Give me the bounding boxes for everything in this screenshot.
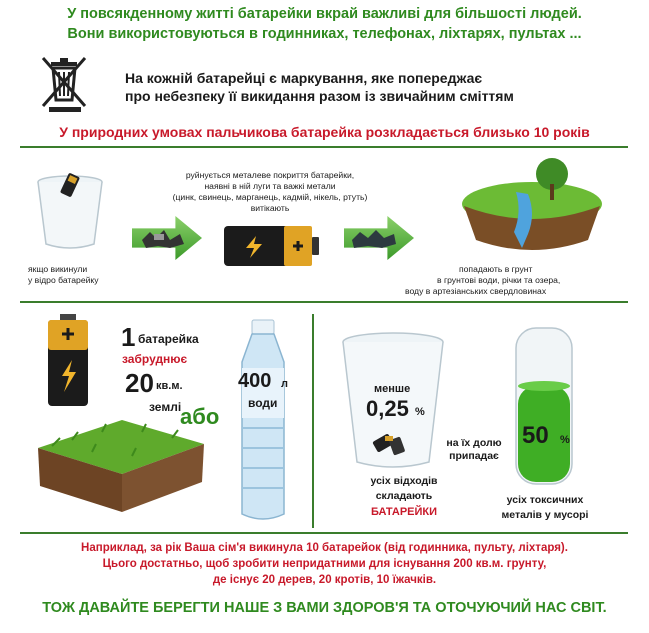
header-line-1: У повсякденному житті батарейки вкрай важливі для більшості людей. <box>67 6 582 22</box>
toxic-sign: % <box>560 434 570 446</box>
divider-bottom <box>20 532 628 534</box>
middle-caption-4: витікають <box>250 203 290 213</box>
footer-slogan: ТОЖ ДАВАЙТЕ БЕРЕГТИ НАШЕ З ВАМИ ЗДОРОВ'Я ТА ОТОЧУЮЧИЙ НАС СВІТ. <box>42 600 607 616</box>
toxic-caption-1: усіх токсичних <box>506 494 584 506</box>
divider-vertical <box>312 314 314 528</box>
share-caption-2: припадає <box>449 450 499 462</box>
battery-tall-icon <box>44 312 92 408</box>
footer-line-2: Цього достатньо, щоб зробити непридатними для існування 200 кв.м. грунту, <box>102 558 547 570</box>
toxic-value: 50 <box>522 422 549 449</box>
pollution-count-label: батарейка <box>138 332 199 346</box>
marking-line-2: про небезпеку її викидання разом із звичайним сміттям <box>125 88 514 104</box>
right-caption-3: воду в артезіанських свердловинах <box>405 286 547 296</box>
pollution-area-value: 20 <box>125 368 154 398</box>
left-caption-1: якщо викинули <box>28 264 88 274</box>
middle-caption-3: (цинк, свинець, марганець, кадмій, нікель, ртуть) <box>172 192 368 202</box>
crossed-bin-icon <box>35 52 95 114</box>
pollution-or: або <box>180 404 220 429</box>
waste-percent: 0,25 <box>366 396 409 421</box>
share-caption-1: на їх долю <box>446 437 502 449</box>
header-line-2: Вони використовуються в годинниках, телефонах, ліхтарях, пультах ... <box>67 26 582 42</box>
battery-debris-icon <box>140 226 186 250</box>
left-caption-2: у відро батарейку <box>28 275 99 285</box>
pollution-area-label: землі <box>149 400 182 414</box>
pollution-verb: забруднює <box>122 352 188 366</box>
pollution-area-unit: кв.м. <box>156 380 183 392</box>
water-label: води <box>248 396 278 410</box>
waste-caption-2: складають <box>375 490 433 502</box>
water-unit: л <box>281 378 288 390</box>
right-caption-2: в грунтові води, річки та озера, <box>437 275 561 285</box>
waste-highlight: БАТАРЕЙКИ <box>370 506 438 518</box>
divider-top <box>20 146 628 148</box>
footer-line-3: де існує 20 дерев, 20 кротів, 10 їжачків. <box>212 574 437 586</box>
test-tube-icon <box>512 326 576 490</box>
middle-caption-2: наявні в ній луги та важкі метали <box>204 181 336 191</box>
water-value: 400 <box>238 370 272 392</box>
island-icon <box>456 152 606 262</box>
pollution-count: 1 <box>121 322 136 352</box>
battery-icon <box>222 222 322 270</box>
middle-caption-1: руйнується металеве покриття батарейки, <box>185 170 355 180</box>
water-bottle-icon <box>228 318 298 524</box>
trash-cup-icon <box>28 172 112 252</box>
decomposition-title: У природних умовах пальчикова батарейка розкладається близько 10 років <box>59 124 590 140</box>
divider-middle <box>20 301 628 303</box>
waste-caption-1: усіх відходів <box>370 475 438 487</box>
footer-line-1: Наприклад, за рік Ваша сім'я викинула 10 батарейок (від годинника, пульту, ліхтаря). <box>81 542 568 554</box>
marking-line-1: На кожній батарейці є маркування, яке попереджає <box>125 70 483 86</box>
metal-debris-icon <box>350 228 398 250</box>
waste-percent-sign: % <box>415 406 425 418</box>
right-caption-1: попадають в грунт <box>459 264 533 274</box>
waste-less: менше <box>374 383 411 395</box>
toxic-caption-2: металів у мусорі <box>501 509 589 521</box>
